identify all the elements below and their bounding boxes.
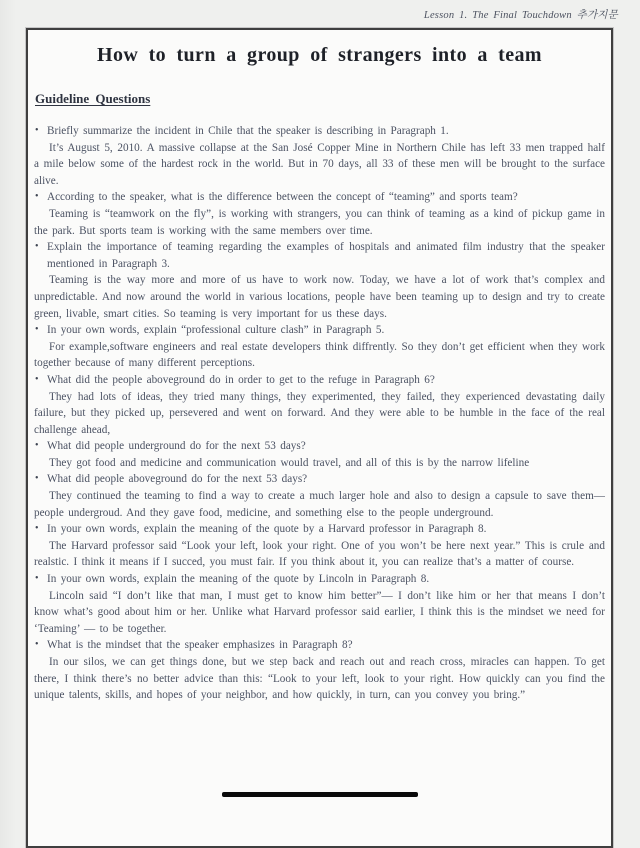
bullet-icon: •	[35, 241, 39, 253]
qa-item	[34, 239, 605, 322]
bullet-icon: •	[35, 191, 39, 203]
question-item	[34, 571, 605, 588]
document-title: How to turn a group of strangers into a team	[97, 44, 542, 66]
question-text: According to the speaker, what is the difference between the concept of “teaming” and sports team?	[47, 191, 518, 204]
qa-item	[34, 471, 605, 521]
answer-paragraph: Teaming is the way more and more of us have to work now. Today, we have a lot of work that’s complex and unpredictable. And now around the world in various locations, people have been teaming up to design and try to create green, livable, smart cities. So teaming is very important for us these days.	[34, 274, 605, 320]
question-item	[34, 189, 605, 206]
bullet-icon: •	[35, 440, 39, 452]
qa-item	[34, 322, 605, 372]
answer-paragraph: They had lots of ideas, they tried many things, they experimented, they failed, they experienced devastating daily failure, but they picked up, persevered and went on forward. And they were able to be humble in the face of the real challenge ahead,	[34, 390, 605, 436]
bullet-icon: •	[35, 573, 39, 585]
section-heading: Guideline Questions	[35, 91, 151, 106]
qa-list	[34, 123, 605, 704]
question-text: In your own words, explain the meaning of the quote by a Harvard professor in Paragraph 8.	[47, 523, 487, 536]
qa-item	[34, 637, 605, 703]
question-item	[34, 637, 605, 654]
content-box	[26, 28, 613, 848]
question-text: In your own words, explain the meaning of the quote by Lincoln in Paragraph 8.	[47, 573, 430, 586]
answer-paragraph: They got food and medicine and communication would travel, and all of this is by the narrow lifeline	[49, 456, 530, 469]
question-item	[34, 438, 605, 455]
answer-paragraph: Teaming is “teamwork on the fly”, is working with strangers, you can think of teaming as a kind of pickup game in the park. But sports team is working with the same members over time.	[34, 207, 605, 237]
qa-item	[34, 521, 605, 571]
qa-item	[34, 123, 605, 189]
qa-item	[34, 571, 605, 637]
bullet-icon: •	[35, 125, 39, 136]
bullet-icon: •	[35, 373, 39, 385]
answer-paragraph: In our silos, we can get things done, but we step back and reach out and reach cross, miracles can happen. To get there, I think there’s no better advice than this: “Look to your left, look to your right. How quickly can you find the unique talents, skills, and hopes of your neighbor, and how quickly, in turn, can you convey you bring.”	[34, 656, 605, 702]
qa-item	[34, 372, 605, 438]
answer-paragraph: It’s August 5, 2010. A massive collapse at the San José Copper Mine in Northern Chile has left 33 men trapped half a mile below some of the hardest rock in the world. But in 70 days, all 33 of these men will be brought to the surface alive.	[34, 141, 605, 187]
footer-bar	[222, 792, 418, 797]
question-text: What did people underground do for the next 53 days?	[47, 440, 306, 453]
page-header-label: Lesson 1. The Final Touchdown 추가지문	[423, 10, 618, 21]
answer-paragraph: The Harvard professor said “Look your left, look your right. One of you won’t be here next year.” This is crule and realstic. I think it means if I succed, you must fair. If you think about it, you can realize that’s a matter of course.	[34, 539, 605, 569]
question-text: What is the mindset that the speaker emphasizes in Paragraph 8?	[47, 639, 353, 652]
question-text: In your own words, explain “professional culture clash” in Paragraph 5.	[47, 324, 385, 337]
question-text: What did the people aboveground do in order to get to the refuge in Paragraph 6?	[47, 373, 435, 386]
question-item	[34, 239, 605, 272]
question-item	[34, 521, 605, 538]
bullet-icon: •	[35, 639, 39, 651]
qa-item	[34, 438, 605, 471]
question-item	[34, 471, 605, 488]
answer-paragraph: They continued the teaming to find a way to create a much larger hole and also to design a capsule to save them—people undergroud. And they gave food, medicine, and something else to the people underground.	[34, 490, 605, 519]
question-item	[34, 123, 605, 140]
question-item	[34, 372, 605, 389]
qa-item	[34, 189, 605, 239]
answer-paragraph: Lincoln said “I don’t like that man, I must get to know him better”— I don’t like him or her that means I don’t know what’s good about him or her. Unlike what Harvard professor said earlier, I think this is the mindset we need for ‘Teaming’ — to be together.	[34, 589, 605, 635]
question-text: Explain the importance of teaming regarding the examples of hospitals and animated film industry that the speaker mentioned in Paragraph 3.	[47, 241, 605, 270]
question-text: What did people aboveground do for the next 53 days?	[47, 473, 308, 486]
bullet-icon: •	[35, 473, 39, 485]
question-item	[34, 322, 605, 339]
question-text: Briefly summarize the incident in Chile that the speaker is describing in Paragraph 1.	[47, 125, 449, 137]
bullet-icon: •	[35, 523, 39, 535]
bullet-icon: •	[35, 324, 39, 336]
answer-paragraph: For example,software engineers and real estate developers think diffrently. So they don’t get efficient when they work together because of many different perceptions.	[34, 340, 605, 370]
